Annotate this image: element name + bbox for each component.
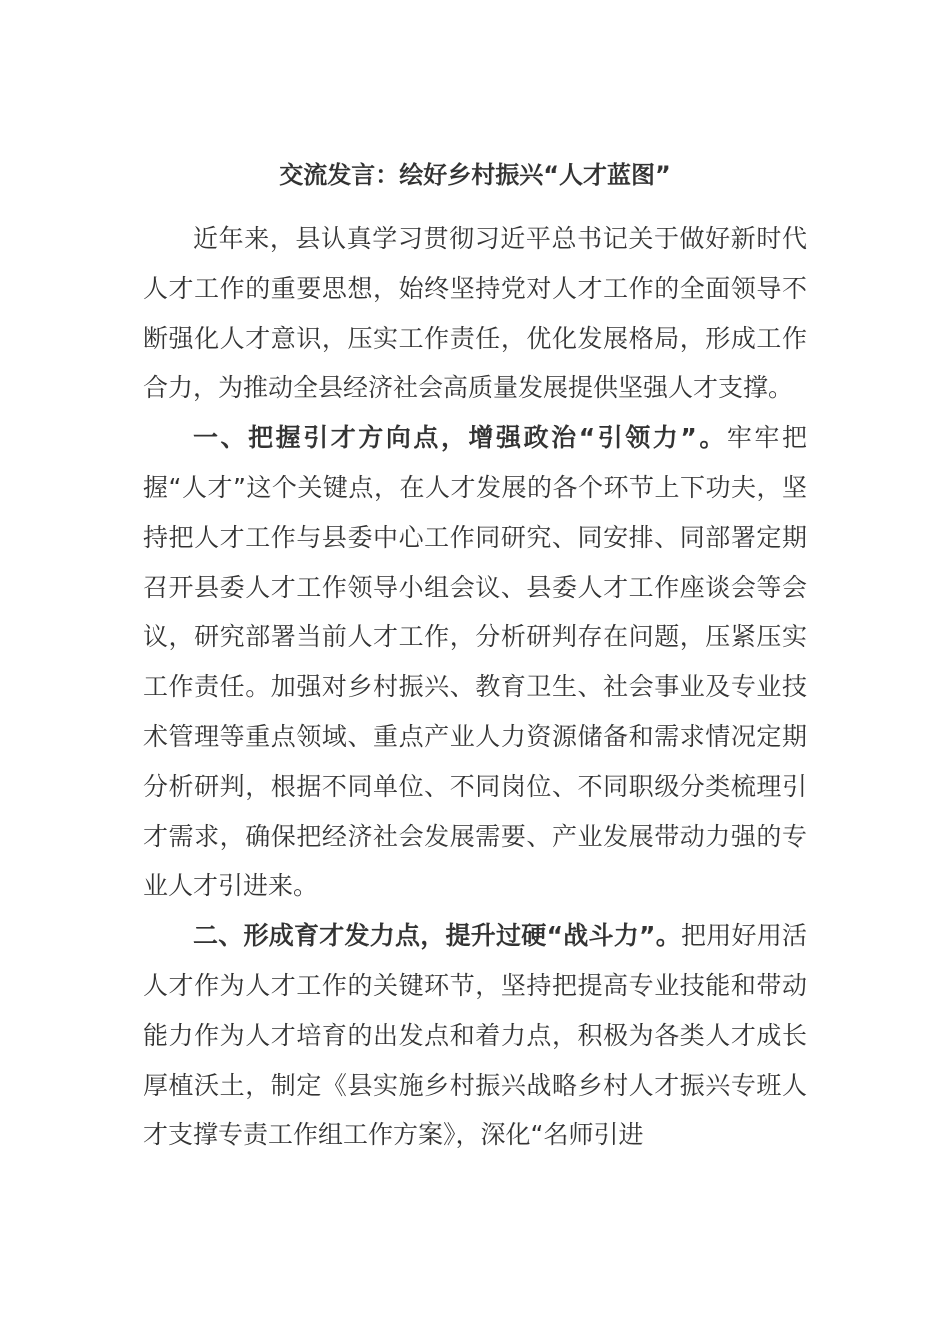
paragraph-intro-text: 近年来，县认真学习贯彻习近平总书记关于做好新时代人才工作的重要思想，始终坚持党对人才工作的全面领导不断强化人才意识，压实工作责任，优化发展格局，形成工作合力，为推动全县经济社会高质量发展提供坚强人才支撑。 bbox=[143, 224, 807, 403]
document-body bbox=[143, 214, 807, 1160]
document-title: 交流发言：绘好乡村振兴“人才蓝图” bbox=[279, 161, 671, 189]
section-2-text: 把用好用活人才作为人才工作的关键环节，坚持把提高专业技能和带动能力作为人才培育的出发点和着力点，积极为各类人才成长厚植沃土，制定《县实施乡村振兴战略乡村人才振兴专班人才支撑专责工作组工作方案》，深化“名师引进 bbox=[143, 921, 807, 1150]
paragraph-section-2 bbox=[143, 911, 807, 1160]
section-2-heading: 二、形成育才发力点，提升过硬“战斗力”。 bbox=[193, 921, 681, 951]
section-1-heading: 一、把握引才方向点，增强政治“引领力”。 bbox=[193, 423, 727, 453]
paragraph-intro bbox=[143, 214, 807, 413]
paragraph-section-1 bbox=[143, 413, 807, 911]
section-1-text: 牢牢把握“人才”这个关键点，在人才发展的各个环节上下功夫，坚持把人才工作与县委中心工作同研究、同安排、同部署定期召开县委人才工作领导小组会议、县委人才工作座谈会等会议，研究部署当前人才工作，分析研判存在问题，压紧压实工作责任。加强对乡村振兴、教育卫生、社会事业及专业技术管理等重点领域、重点产业人力资源储备和需求情况定期分析研判，根据不同单位、不同岗位、不同职级分类梳理引才需求，确保把经济社会发展需要、产业发展带动力强的专业人才引进来。 bbox=[143, 423, 807, 901]
